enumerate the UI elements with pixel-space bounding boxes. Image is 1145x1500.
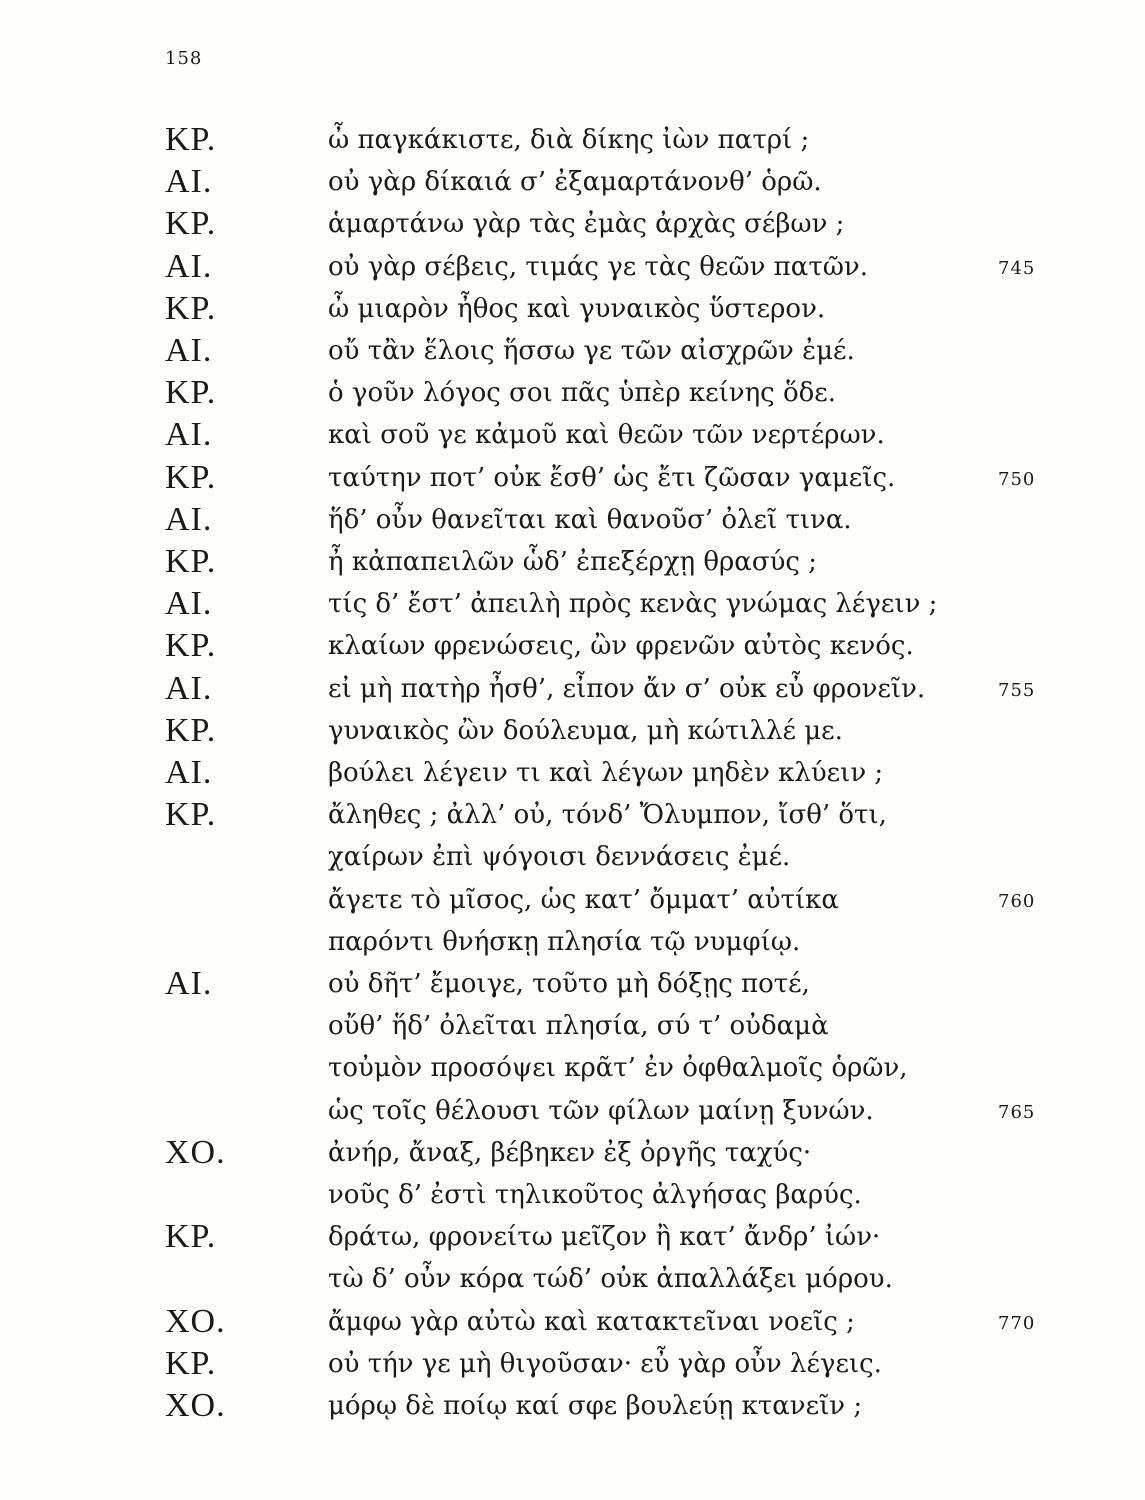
speaker-label: KP. bbox=[165, 627, 217, 665]
verse-line bbox=[0, 413, 1145, 457]
speaker-label: XO. bbox=[165, 1133, 226, 1171]
verse-text: ἥδ’ οὖν θανεῖται καὶ θανοῦσ’ ὀλεῖ τινα. bbox=[328, 504, 852, 535]
speaker-label: AI. bbox=[165, 163, 213, 201]
line-number: 770 bbox=[998, 1312, 1036, 1334]
verse-line bbox=[0, 456, 1145, 500]
verse-line bbox=[0, 287, 1145, 331]
speaker-label: KP. bbox=[165, 543, 217, 580]
verse-text: οὔθ’ ἥδ’ ὀλεῖται πλησία, σύ τ’ οὐδαμὰ bbox=[328, 1011, 829, 1042]
speaker-label: KP. bbox=[165, 289, 217, 327]
speaker-label: KP. bbox=[165, 1218, 217, 1256]
speaker-label: KP. bbox=[165, 205, 217, 243]
verse-line bbox=[0, 962, 1145, 1006]
verse-line bbox=[0, 878, 1145, 922]
verse-text: ἀνήρ, ἄναξ, βέβηκεν ἐξ ὀργῆς ταχύς· bbox=[328, 1137, 812, 1168]
verse-text: ὡς τοῖς θέλουσι τῶν φίλων μαίνῃ ξυνών. bbox=[328, 1095, 874, 1126]
verse-text: οὐ τήν γε μὴ θιγοῦσαν· εὖ γὰρ οὖν λέγεις. bbox=[328, 1348, 882, 1379]
speaker-label: AI. bbox=[165, 500, 213, 538]
verse-line bbox=[0, 1342, 1145, 1386]
verse-line bbox=[0, 1089, 1145, 1133]
verse-text: νοῦς δ’ ἐστὶ τηλικοῦτος ἀλγήσας βαρύς. bbox=[328, 1180, 862, 1210]
speaker-label: XO. bbox=[165, 1387, 226, 1424]
verse-line bbox=[0, 1004, 1145, 1048]
speaker-label: AI. bbox=[165, 669, 213, 707]
verse-line bbox=[0, 160, 1145, 204]
verse-text: οὐ γὰρ σέβεις, τιμάς γε τὰς θεῶν πατῶν. bbox=[328, 251, 868, 282]
verse-text: οὔ τἂν ἕλοις ἥσσω γε τῶν αἰσχρῶν ἐμέ. bbox=[328, 336, 855, 366]
line-number: 760 bbox=[998, 890, 1036, 912]
verse-line bbox=[0, 582, 1145, 626]
verse-line bbox=[0, 1300, 1145, 1344]
verse-line bbox=[0, 667, 1145, 711]
verse-line bbox=[0, 793, 1145, 837]
verse-text: δράτω, φρονείτω μεῖζον ἢ κατ’ ἄνδρ’ ἰών· bbox=[328, 1222, 881, 1253]
verse-line bbox=[0, 540, 1145, 584]
verse-line bbox=[0, 329, 1145, 373]
verse-line bbox=[0, 624, 1145, 668]
verse-text: βούλει λέγειν τι καὶ λέγων μηδὲν κλύειν ; bbox=[328, 758, 884, 788]
speaker-label: AI. bbox=[165, 754, 213, 791]
verse-line bbox=[0, 1046, 1145, 1090]
speaker-label: KP. bbox=[165, 121, 217, 158]
verse-text: ὁ γοῦν λόγος σοι πᾶς ὑπὲρ κείνης ὅδε. bbox=[328, 378, 837, 409]
verse-text: ἁμαρτάνω γὰρ τὰς ἐμὰς ἀρχὰς σέβων ; bbox=[328, 209, 845, 240]
verse-line bbox=[0, 751, 1145, 795]
verse-text: γυναικὸς ὢν δούλευμα, μὴ κώτιλλέ με. bbox=[328, 715, 843, 746]
verse-line bbox=[0, 920, 1145, 964]
verse-line bbox=[0, 118, 1145, 162]
line-number: 765 bbox=[998, 1101, 1036, 1123]
verse-line bbox=[0, 1257, 1145, 1301]
speaker-label: KP. bbox=[165, 711, 217, 749]
verse-text: ὦ μιαρὸν ἦθος καὶ γυναικὸς ὕστερον. bbox=[328, 293, 826, 324]
speaker-label: AI. bbox=[165, 416, 213, 454]
verse-line bbox=[0, 1384, 1145, 1428]
verse-line bbox=[0, 835, 1145, 879]
speaker-label: AI. bbox=[165, 247, 213, 285]
verse-text: οὐ γὰρ δίκαιά σ’ ἐξαμαρτάνονθ’ ὁρῶ. bbox=[328, 167, 822, 198]
verse-line bbox=[0, 1173, 1145, 1217]
verse-line bbox=[0, 1215, 1145, 1259]
verse-text: χαίρων ἐπὶ ψόγοισι δεννάσεις ἐμέ. bbox=[328, 842, 791, 873]
verse-text: μόρῳ δὲ ποίῳ καί σφε βουλεύῃ κτανεῖν ; bbox=[328, 1391, 863, 1421]
speaker-label: AI. bbox=[165, 965, 213, 1002]
line-number: 745 bbox=[998, 257, 1036, 279]
page-number: 158 bbox=[165, 48, 203, 69]
verse-text: καὶ σοῦ γε κἀμοῦ καὶ θεῶν τῶν νερτέρων. bbox=[328, 420, 885, 451]
verse-text: ἄμφω γὰρ αὐτὼ καὶ κατακτεῖναι νοεῖς ; bbox=[328, 1306, 855, 1337]
verse-line bbox=[0, 709, 1145, 753]
verse-text: τὼ δ’ οὖν κόρα τώδ’ οὐκ ἀπαλλάξει μόρου. bbox=[328, 1264, 893, 1295]
speaker-label: KP. bbox=[165, 1344, 217, 1382]
verse-text: παρόντι θνήσκῃ πλησία τῷ νυμφίῳ. bbox=[328, 926, 801, 957]
verse-line bbox=[0, 371, 1145, 415]
verse-line bbox=[0, 202, 1145, 246]
speaker-label: KP. bbox=[165, 458, 217, 496]
verse-line bbox=[0, 1131, 1145, 1175]
speaker-label: AI. bbox=[165, 332, 213, 369]
verse-text: εἰ μὴ πατὴρ ἦσθ’, εἶπον ἄν σ’ οὐκ εὖ φρονεῖν. bbox=[328, 673, 926, 704]
verse-line bbox=[0, 245, 1145, 289]
verse-text: ἄληθες ; ἀλλ’ οὐ, τόνδ’ Ὄλυμπον, ἴσθ’ ὅτι, bbox=[328, 800, 887, 831]
speaker-label: XO. bbox=[165, 1302, 226, 1340]
verse-text: τοὐμὸν προσόψει κρᾶτ’ ἐν ὀφθαλμοῖς ὁρῶν, bbox=[328, 1053, 908, 1084]
verse-text: ἦ κἀπαπειλῶν ὧδ’ ἐπεξέρχῃ θρασύς ; bbox=[328, 547, 817, 577]
speaker-label: AI. bbox=[165, 585, 213, 623]
speaker-label: KP. bbox=[165, 374, 217, 412]
verse-text: ταύτην ποτ’ οὐκ ἔσθ’ ὡς ἔτι ζῶσαν γαμεῖς. bbox=[328, 462, 896, 493]
verse-text: οὐ δῆτ’ ἔμοιγε, τοῦτο μὴ δόξῃς ποτέ, bbox=[328, 969, 810, 999]
speaker-label: KP. bbox=[165, 796, 217, 834]
verse-text: κλαίων φρενώσεις, ὢν φρενῶν αὐτὸς κενός. bbox=[328, 631, 914, 662]
line-number: 750 bbox=[998, 468, 1036, 490]
verse-text: ὦ παγκάκιστε, διὰ δίκης ἰὼν πατρί ; bbox=[328, 125, 810, 155]
verse-text: τίς δ’ ἔστ’ ἀπειλὴ πρὸς κενὰς γνώμας λέγειν ; bbox=[328, 589, 938, 620]
line-number: 755 bbox=[998, 679, 1036, 701]
verse-text: ἄγετε τὸ μῖσος, ὡς κατ’ ὄμματ’ αὐτίκα bbox=[328, 884, 839, 915]
verse-line bbox=[0, 498, 1145, 542]
